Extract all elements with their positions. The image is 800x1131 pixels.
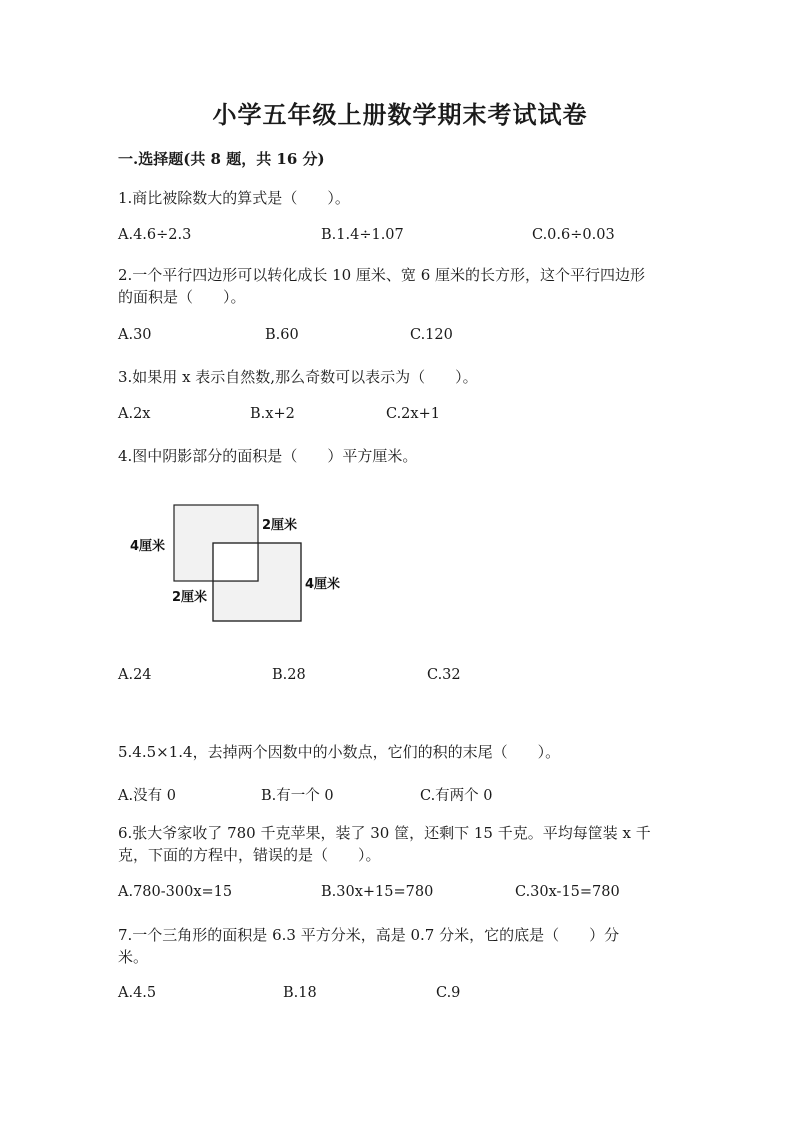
question-4-figure: [125, 495, 365, 635]
question-5-options: [118, 784, 718, 806]
section-title: 一.选择题(共 8 题，共 16 分): [118, 150, 325, 168]
question-5-option-a[interactable]: A.没有 0: [118, 788, 176, 804]
question-1-option-a[interactable]: A.4.6÷2.3: [118, 227, 192, 243]
figure-overlap-region: [213, 543, 258, 581]
question-7-text: [118, 924, 718, 968]
question-2-text: [118, 264, 718, 308]
figure-label-top-right: 2厘米: [262, 518, 298, 533]
question-1-options: [118, 227, 718, 249]
question-4-text: 4.图中阴影部分的面积是（ ）平方厘米。: [118, 447, 418, 465]
question-1-option-b[interactable]: B.1.4÷1.07: [321, 227, 404, 243]
question-6-text-line-1: 6.张大爷家收了 780 千克苹果，装了 30 筐，还剩下 15 千克。平均每筐装 x 千: [118, 824, 651, 842]
question-3-text: 3.如果用 x 表示自然数,那么奇数可以表示为（ ）。: [118, 368, 478, 386]
question-4-option-c[interactable]: C.32: [427, 667, 461, 683]
question-2-option-b[interactable]: B.60: [265, 327, 299, 343]
figure-label-right: 4厘米: [305, 577, 341, 592]
question-5-option-b[interactable]: B.有一个 0: [261, 788, 334, 804]
question-2-option-a[interactable]: A.30: [118, 327, 152, 343]
question-7-options: [118, 985, 718, 1007]
question-2-text-line-2: 的面积是（ ）。: [118, 288, 246, 306]
question-6-options: [118, 884, 718, 906]
question-4-option-a[interactable]: A.24: [118, 667, 152, 683]
question-7-text-line-2: 米。: [118, 948, 149, 966]
question-6-option-b[interactable]: B.30x+15=780: [321, 884, 434, 900]
question-5-option-c[interactable]: C.有两个 0: [420, 788, 493, 804]
question-3-option-a[interactable]: A.2x: [118, 406, 151, 422]
question-3-options: [118, 406, 718, 428]
question-1-text: 1.商比被除数大的算式是（ ）。: [118, 189, 350, 207]
question-3-option-b[interactable]: B.x+2: [250, 406, 295, 422]
question-2-option-c[interactable]: C.120: [410, 327, 453, 343]
question-6-text-line-2: 克，下面的方程中，错误的是（ ）。: [118, 846, 381, 864]
question-7-option-a[interactable]: A.4.5: [118, 985, 157, 1001]
question-4-option-b[interactable]: B.28: [272, 667, 306, 683]
question-7-text-line-1: 7.一个三角形的面积是 6.3 平方分米，高是 0.7 分米，它的底是（ ）分: [118, 926, 620, 944]
question-7-option-b[interactable]: B.18: [283, 985, 317, 1001]
question-6-text: [118, 822, 718, 866]
question-1-option-c[interactable]: C.0.6÷0.03: [532, 227, 615, 243]
question-6-option-a[interactable]: A.780-300x=15: [118, 884, 233, 900]
question-2-text-line-1: 2.一个平行四边形可以转化成长 10 厘米、宽 6 厘米的长方形，这个平行四边形: [118, 266, 646, 284]
question-4-options: [118, 667, 718, 689]
figure-label-left: 4厘米: [130, 539, 166, 554]
figure-label-bottom-left: 2厘米: [172, 590, 208, 605]
question-3-option-c[interactable]: C.2x+1: [386, 406, 440, 422]
page-title: 小学五年级上册数学期末考试试卷: [212, 100, 588, 129]
question-2-options: [118, 327, 718, 349]
question-5-text: 5.4.5×1.4，去掉两个因数中的小数点，它们的积的末尾（ ）。: [118, 743, 561, 761]
question-6-option-c[interactable]: C.30x-15=780: [515, 884, 620, 900]
question-7-option-c[interactable]: C.9: [436, 985, 461, 1001]
